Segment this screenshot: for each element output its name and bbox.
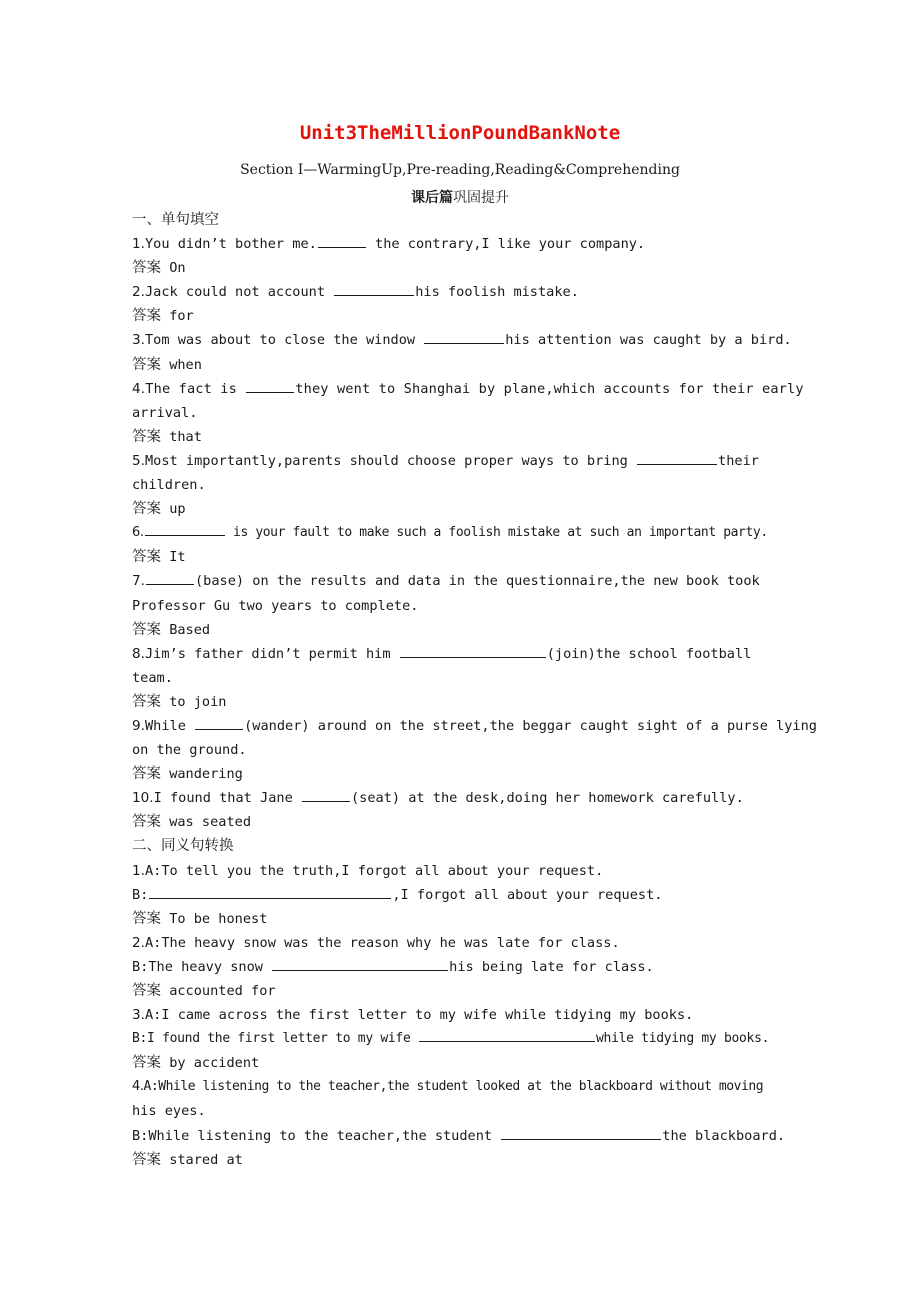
- question-number: 7.: [132, 573, 145, 590]
- question-text: You didn’t bother me.: [144, 236, 317, 253]
- sentence-b-start: B:The heavy snow: [132, 958, 272, 975]
- answer-text: when: [169, 356, 202, 373]
- question-number: 2.: [132, 284, 145, 301]
- question-9-continued: on the ground.: [132, 742, 247, 759]
- question-text: Tom was about to close the window: [144, 332, 424, 349]
- question-text: (base) on the results and data in the questionnaire,the new book took: [194, 573, 760, 590]
- answer-blank[interactable]: [145, 521, 225, 536]
- rewrite-answer-2: [132, 979, 792, 1003]
- answer-9: [132, 762, 792, 786]
- sentence-a: A:While listening to the teacher,the student looked at the blackboard without moving: [143, 1079, 764, 1095]
- question-number: 9.: [132, 717, 145, 734]
- answer-label: 答案: [132, 260, 161, 277]
- question-number: 3.: [132, 332, 145, 349]
- question-4: [132, 377, 804, 401]
- answer-10: [132, 810, 792, 834]
- answer-text: To be honest: [169, 910, 268, 927]
- answer-label: 答案: [132, 428, 161, 445]
- answer-blank[interactable]: [419, 1027, 595, 1042]
- rewrite-4-b: [132, 1124, 792, 1148]
- page-title: Unit3TheMillionPoundBankNote: [299, 122, 621, 144]
- answer-text: stared at: [169, 1151, 243, 1168]
- answer-text: for: [169, 308, 194, 325]
- answer-4: [132, 425, 792, 449]
- answer-6: [132, 545, 792, 569]
- answer-blank[interactable]: [334, 281, 414, 296]
- answer-3: [132, 353, 792, 377]
- answer-text: to join: [169, 693, 227, 710]
- sentence-a: A:I came across the first letter to my wife while tidying my books.: [144, 1007, 694, 1024]
- question-1: [132, 232, 792, 256]
- question-8-continued: team.: [132, 669, 173, 686]
- rewrite-1-b: [132, 883, 792, 907]
- question-number: 2.: [132, 934, 145, 951]
- question-text: Jack could not account: [144, 284, 334, 301]
- sentence-b-end: the blackboard.: [662, 1127, 786, 1144]
- question-2: [132, 280, 792, 304]
- section1-heading: 一、单句填空: [132, 212, 219, 228]
- subheading-rest: 巩固提升: [453, 190, 509, 206]
- question-text: (seat) at the desk,doing her homework carefully.: [350, 790, 744, 807]
- question-text: I found that Jane: [153, 790, 301, 807]
- question-text: their: [718, 452, 759, 469]
- rewrite-answer-1: [132, 907, 792, 931]
- sentence-a: A:To tell you the truth,I forgot all about your request.: [144, 862, 604, 879]
- question-5: [132, 449, 792, 473]
- sentence-a: A:The heavy snow was the reason why he was late for class.: [144, 934, 620, 951]
- answer-label: 答案: [132, 308, 161, 325]
- answer-text: Based: [169, 621, 211, 638]
- answer-blank[interactable]: [318, 233, 366, 248]
- rewrite-4-a-continued: his eyes.: [132, 1103, 206, 1120]
- question-number: 10.: [132, 790, 154, 807]
- question-text: is your fault to make such a foolish mistake at such an important party.: [225, 525, 768, 541]
- answer-text: On: [169, 260, 186, 277]
- question-number: 6.: [132, 525, 144, 541]
- answer-text: by accident: [169, 1055, 260, 1072]
- exercise-content: [132, 208, 817, 1172]
- subheading: [0, 187, 920, 207]
- question-text: they went to Shanghai by plane,which accounts for their early: [295, 380, 804, 397]
- rewrite-2-a: [132, 931, 792, 955]
- answer-blank[interactable]: [246, 378, 294, 393]
- answer-blank[interactable]: [146, 570, 194, 585]
- question-number: 1.: [132, 862, 145, 879]
- answer-text: accounted for: [169, 983, 276, 999]
- answer-label: 答案: [132, 814, 161, 831]
- answer-text: that: [169, 428, 202, 445]
- question-text: his attention was caught by a bird.: [505, 332, 792, 349]
- rewrite-3-a: [132, 1003, 792, 1027]
- answer-1: [132, 256, 792, 280]
- answer-label: 答案: [132, 983, 161, 999]
- answer-label: 答案: [132, 549, 161, 566]
- answer-blank[interactable]: [149, 884, 391, 899]
- question-number: 5.: [132, 452, 145, 469]
- question-text: (wander) around on the street,the beggar caught sight of a purse lying: [244, 717, 817, 734]
- subheading-bold: 课后篇: [411, 190, 453, 206]
- answer-blank[interactable]: [501, 1125, 661, 1140]
- answer-blank[interactable]: [195, 715, 243, 730]
- answer-label: 答案: [132, 766, 161, 783]
- question-number: 1.: [132, 236, 145, 253]
- answer-label: 答案: [132, 693, 161, 710]
- question-text: The fact is: [145, 380, 246, 397]
- answer-7: [132, 618, 792, 642]
- rewrite-1-a: [132, 859, 792, 883]
- answer-blank[interactable]: [400, 643, 546, 658]
- sentence-b-start: B:: [132, 886, 149, 903]
- rewrite-answer-3: [132, 1051, 792, 1075]
- sentence-b-end: ,I forgot all about your request.: [392, 886, 663, 903]
- rewrite-3-b: [132, 1027, 792, 1051]
- answer-8: [132, 690, 792, 714]
- question-text: (join)the school football: [546, 645, 752, 662]
- answer-text: It: [169, 549, 186, 566]
- sentence-b-start: B:I found the first letter to my wife: [132, 1031, 419, 1047]
- question-9: [132, 714, 817, 738]
- answer-blank[interactable]: [637, 450, 717, 465]
- rewrite-answer-4: [132, 1148, 792, 1172]
- answer-label: 答案: [132, 1055, 161, 1072]
- answer-text: wandering: [169, 766, 243, 783]
- answer-blank[interactable]: [302, 787, 350, 802]
- sentence-b-end: while tidying my books.: [596, 1031, 770, 1047]
- rewrite-2-b: [132, 955, 792, 979]
- answer-label: 答案: [132, 910, 161, 927]
- answer-blank[interactable]: [424, 329, 504, 344]
- question-4-continued: arrival.: [132, 404, 198, 421]
- answer-blank[interactable]: [272, 956, 448, 971]
- question-5-continued: children.: [132, 477, 206, 494]
- answer-label: 答案: [132, 356, 161, 373]
- question-text: Most importantly,parents should choose proper ways to bring: [144, 452, 637, 469]
- answer-text: was seated: [169, 814, 252, 831]
- question-text: his foolish mistake.: [415, 284, 579, 301]
- answer-5: [132, 497, 792, 521]
- question-number: 4.: [132, 1079, 144, 1095]
- section2-heading: 二、同义句转换: [132, 838, 234, 855]
- question-8: [132, 642, 792, 666]
- answer-label: 答案: [132, 501, 161, 518]
- sentence-b-end: his being late for class.: [449, 958, 654, 975]
- question-text: the contrary,I like your company.: [366, 236, 646, 253]
- answer-label: 答案: [132, 621, 161, 638]
- sentence-b-start: B:While listening to the teacher,the student: [132, 1127, 501, 1144]
- question-number: 8.: [132, 645, 145, 662]
- question-text: Jim’s father didn’t permit him: [144, 645, 399, 662]
- answer-text: up: [169, 501, 186, 518]
- question-number: 3.: [132, 1007, 145, 1024]
- question-number: 4.: [132, 380, 146, 397]
- answer-2: [132, 304, 792, 328]
- question-text: While: [144, 717, 195, 734]
- question-10: [132, 786, 792, 810]
- rewrite-4-a: [132, 1075, 792, 1099]
- question-7-continued: Professor Gu two years to complete.: [132, 597, 419, 614]
- answer-label: 答案: [132, 1151, 161, 1168]
- section-subtitle: Section Ⅰ—WarmingUp,Pre-reading,Reading&Comprehending: [240, 162, 680, 178]
- question-7: [132, 569, 792, 593]
- question-6: [132, 521, 792, 545]
- question-3: [132, 328, 792, 352]
